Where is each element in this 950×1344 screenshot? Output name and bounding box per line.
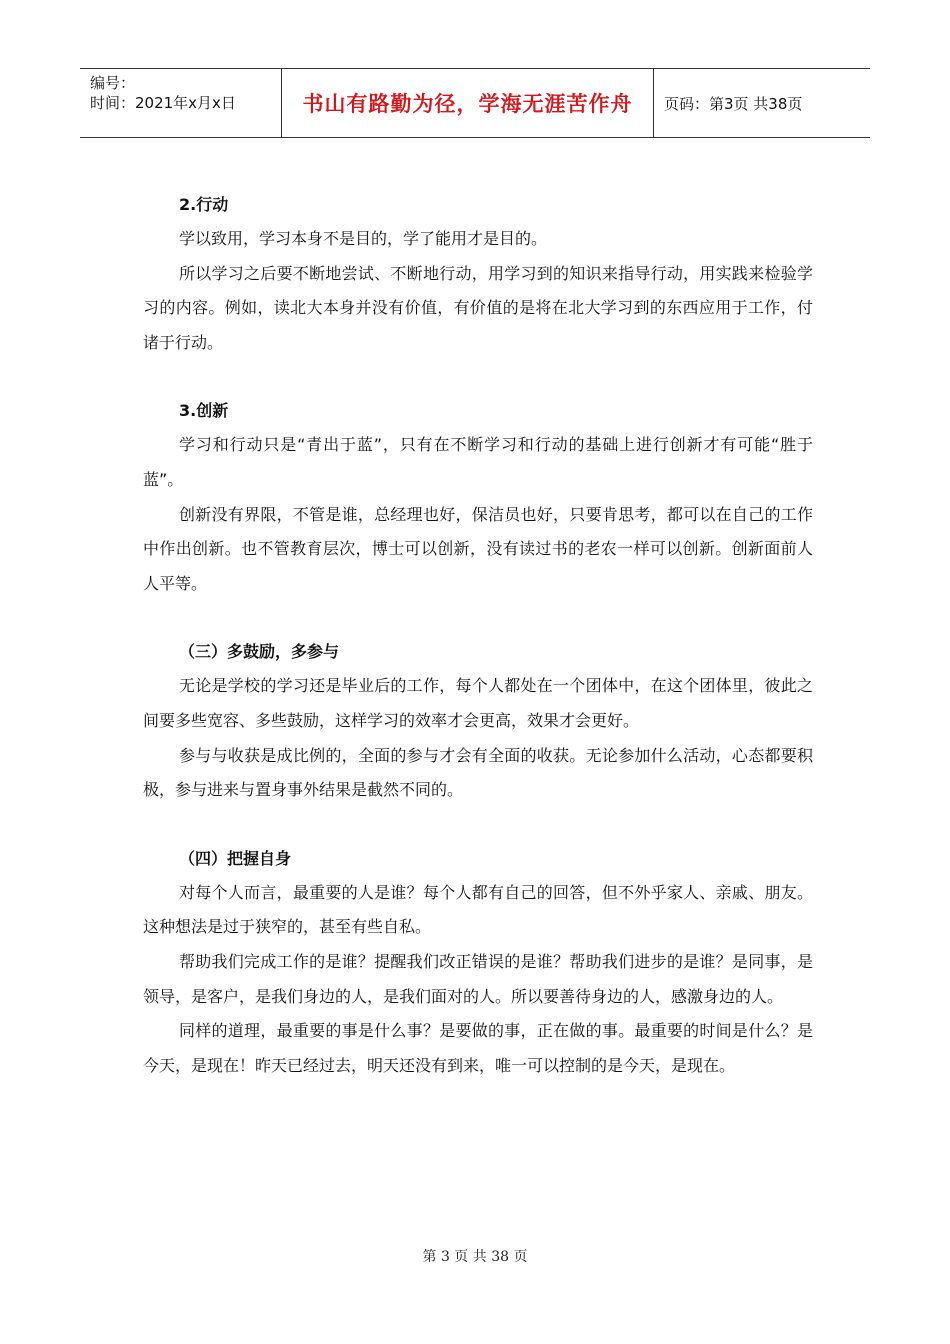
body-paragraph: 学习和行动只是“青出于蓝”，只有在不断学习和行动的基础上进行创新才有可能“胜于蓝”。 <box>143 435 813 489</box>
section-spacer <box>143 808 813 842</box>
body-paragraph: 无论是学校的学习还是毕业后的工作，每个人都处在一个团体中，在这个团体里，彼此之间要多些宽容、多些鼓励，这样学习的效率才会更高，效果才会更好。 <box>143 676 813 730</box>
document-date-label: 时间：2021年x月x日 <box>90 94 236 112</box>
section-spacer <box>143 360 813 394</box>
header-table <box>80 68 870 138</box>
body-paragraph: 同样的道理，最重要的事是什么事？是要做的事，正在做的事。最重要的时间是什么？是今天，是现在！昨天已经过去，明天还没有到来，唯一可以控制的是今天，是现在。 <box>143 1021 813 1075</box>
body-paragraph: 帮助我们完成工作的是谁？提醒我们改正错误的是谁？帮助我们进步的是谁？是同事，是领导，是客户，是我们身边的人，是我们面对的人。所以要善待身边的人，感激身边的人。 <box>143 951 813 1006</box>
body-paragraph: 对每个人而言，最重要的人是谁？每个人都有自己的回答，但不外乎家人、亲戚、朋友。这种想法是过于狭窄的，甚至有些自私。 <box>143 882 813 937</box>
page-footer <box>0 1246 950 1266</box>
header-motto: 书山有路勤为径，学海无涯苦作舟 <box>302 92 633 116</box>
section-heading: （三）多鼓励，多参与 <box>179 642 340 662</box>
document-code-label: 编号： <box>90 74 136 92</box>
body-paragraph: 学以致用，学习本身不是目的，学了能用才是目的。 <box>179 229 548 248</box>
header-page-info: 页码：第3页 共38页 <box>664 94 803 113</box>
header-page-cell <box>654 69 870 137</box>
body-paragraph: 参与与收获是成比例的，全面的参与才会有全面的收获。无论参加什么活动，心态都要积极，参与进来与置身事外结果是截然不同的。 <box>143 745 813 800</box>
section-heading: （四）把握自身 <box>179 848 292 868</box>
header-meta-cell <box>80 69 282 137</box>
document-body <box>143 188 813 1083</box>
body-paragraph: 所以学习之后要不断地尝试、不断地行动，用学习到的知识来指导行动，用实践来检验学习的内容。例如，读北大本身并没有价值，有价值的是将在北大学习到的东西应用于工作，付诸于行动。 <box>143 263 813 352</box>
section-spacer <box>143 601 813 635</box>
footer-page-number: 第 3 页 共 38 页 <box>422 1249 528 1265</box>
header-motto-cell <box>282 69 654 137</box>
section-heading: 3.创新 <box>179 401 229 421</box>
body-paragraph: 创新没有界限，不管是谁，总经理也好，保洁员也好，只要肯思考，都可以在自己的工作中作出创新。也不管教育层次，博士可以创新，没有读过书的老农一样可以创新。创新面前人人平等。 <box>143 504 813 593</box>
section-heading: 2.行动 <box>179 195 229 214</box>
